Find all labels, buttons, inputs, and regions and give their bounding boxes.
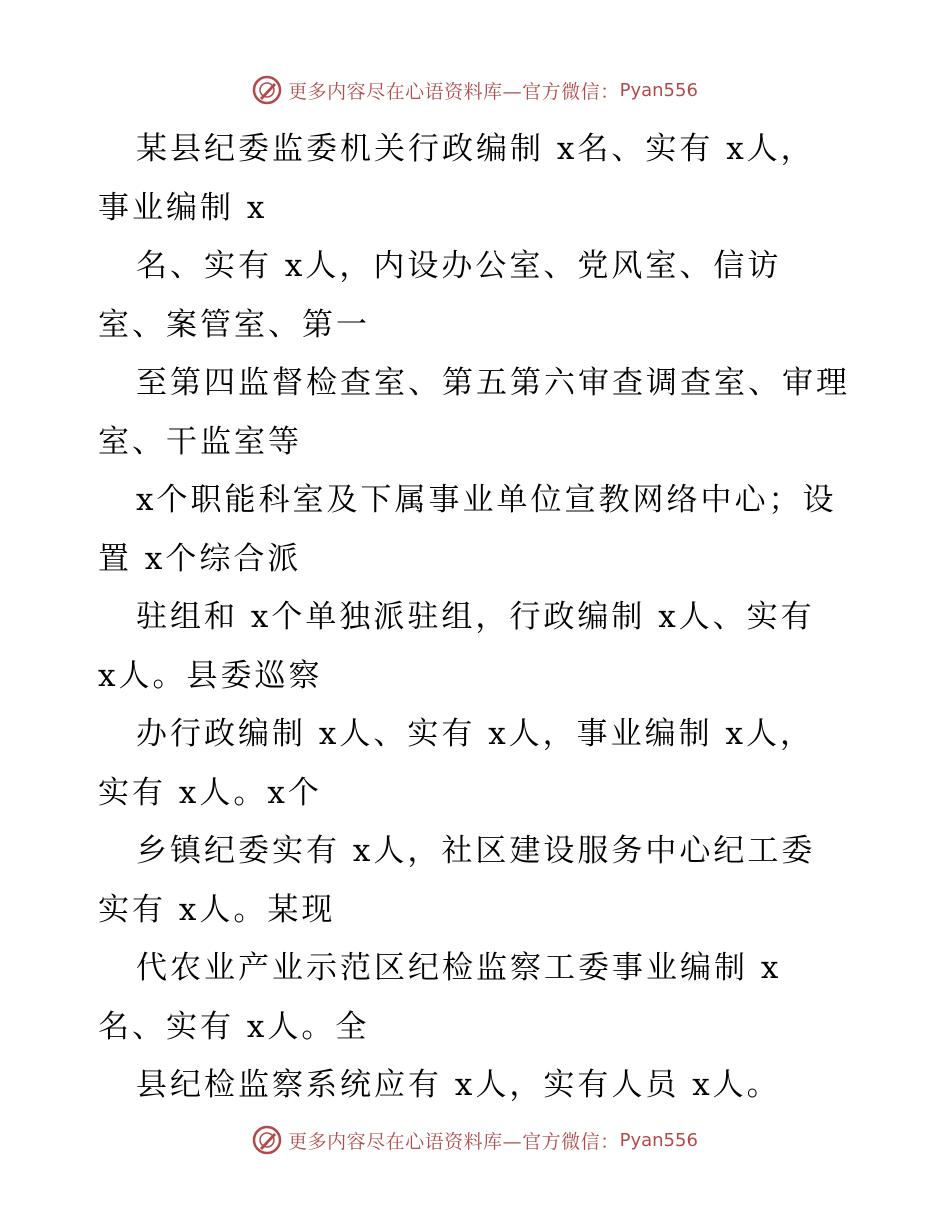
body-line-2: 事业编制 x: [98, 189, 268, 226]
pen-logo-icon: [252, 1125, 282, 1155]
body-line-14: 实有 x人。某现: [98, 891, 336, 928]
body-line-13: 乡镇纪委实有 x人，社区建设服务中心纪工委: [136, 833, 816, 869]
document-body: [98, 120, 868, 1115]
body-line-6: 室、干监室等: [98, 423, 302, 460]
body-line-5: 至第四监督检查室、第五第六审查调查室、审理: [136, 365, 850, 401]
body-line-8: 置 x个综合派: [98, 540, 302, 577]
body-line-7: x个职能科室及下属事业单位宣教网络中心；设: [136, 482, 837, 518]
footer-banner: [0, 1120, 950, 1160]
header-wechat-id: Pyan556: [619, 79, 698, 101]
footer-wechat-id: Pyan556: [619, 1129, 698, 1151]
body-line-1: 某县纪委监委机关行政编制 x名、实有 x人，: [136, 131, 815, 167]
body-line-15: 代农业产业示范区纪检监察工委事业编制 x: [136, 950, 782, 986]
body-line-4: 室、案管室、第一: [98, 306, 370, 343]
body-line-16: 名、实有 x人。全: [98, 1008, 370, 1045]
body-line-12: 实有 x人。x个: [98, 774, 322, 811]
footer-banner-text: 更多内容尽在心语资料库—官方微信：: [288, 1130, 620, 1153]
body-line-11: 办行政编制 x人、实有 x人，事业编制 x人，: [136, 716, 815, 752]
header-banner: [0, 70, 950, 110]
body-line-3: 名、实有 x人，内设办公室、党风室、信访: [136, 248, 782, 284]
pen-logo-icon: [252, 75, 282, 105]
header-banner-text: 更多内容尽在心语资料库—官方微信：: [288, 80, 620, 103]
body-line-9: 驻组和 x个单独派驻组，行政编制 x人、实有: [136, 599, 815, 635]
body-line-17: 县纪检监察系统应有 x人，实有人员 x人。: [136, 1067, 781, 1103]
body-line-10: x人。县委巡察: [98, 657, 323, 694]
